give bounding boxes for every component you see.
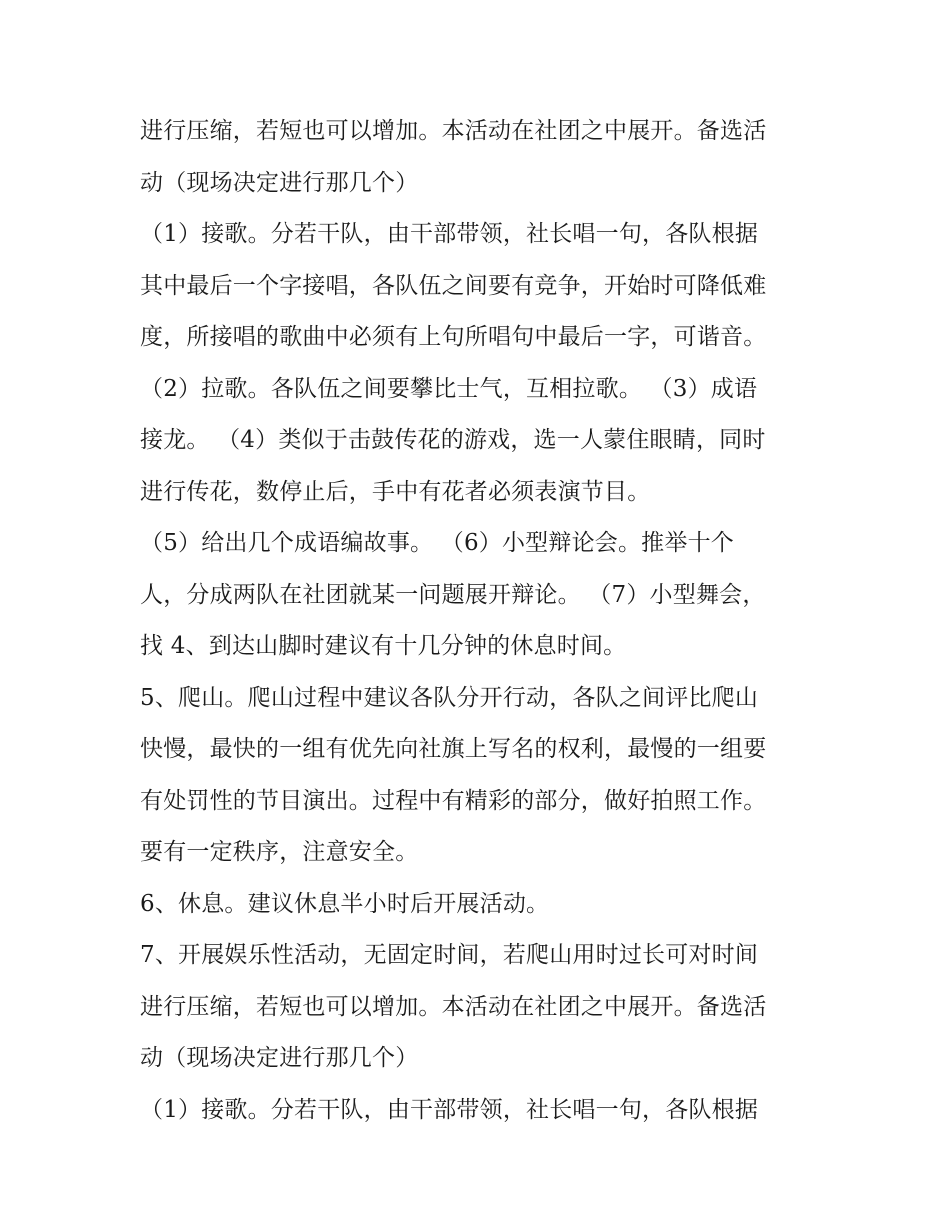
- text-line: 其中最后一个字接唱，各队伍之间要有竞争，开始时可降低难: [140, 272, 767, 299]
- text-line: （1）接歌。分若干队，由干部带领，社长唱一句，各队根据: [140, 1096, 759, 1123]
- text-line: 动（现场决定进行那几个）: [140, 169, 419, 196]
- text-line: 6、休息。建议休息半小时后开展活动。: [140, 890, 550, 917]
- text-line: 找 4、到达山脚时建议有十几分钟的休息时间。: [140, 633, 627, 659]
- text-line: 动（现场决定进行那几个）: [140, 1045, 419, 1071]
- text-line: 5、爬山。爬山过程中建议各队分开行动，各队之间评比爬山: [140, 684, 759, 711]
- text-line: 度，所接唱的歌曲中必须有上句所唱句中最后一字，可谐音。: [140, 324, 767, 350]
- text-line: 人，分成两队在社团就某一问题展开辩论。 （7）小型舞会，: [140, 581, 766, 608]
- text-line: 7、开展娱乐性活动，无固定时间，若爬山用时过长可对时间: [140, 942, 759, 968]
- text-line: 进行压缩，若短也可以增加。本活动在社团之中展开。备选活: [140, 118, 767, 144]
- body-text: [140, 106, 830, 1136]
- text-line: 有处罚性的节目演出。过程中有精彩的部分，做好拍照工作。: [140, 787, 767, 814]
- text-line: （5）给出几个成语编故事。 （6）小型辩论会。推举十个: [140, 530, 734, 556]
- text-line: 进行压缩，若短也可以增加。本活动在社团之中展开。备选活: [140, 993, 767, 1020]
- text-line: 快慢，最快的一组有优先向社旗上写名的权利，最慢的一组要: [140, 736, 767, 762]
- text-line: 进行传花，数停止后，手中有花者必须表演节目。: [140, 478, 651, 505]
- text-line: （1）接歌。分若干队，由干部带领，社长唱一句，各队根据: [140, 221, 759, 247]
- text-line: （2）拉歌。各队伍之间要攀比士气，互相拉歌。 （3）成语: [140, 375, 758, 402]
- text-line: 要有一定秩序，注意安全。: [140, 839, 419, 865]
- text-line: 接龙。 （4）类似于击鼓传花的游戏，选一人蒙住眼睛，同时: [140, 427, 766, 453]
